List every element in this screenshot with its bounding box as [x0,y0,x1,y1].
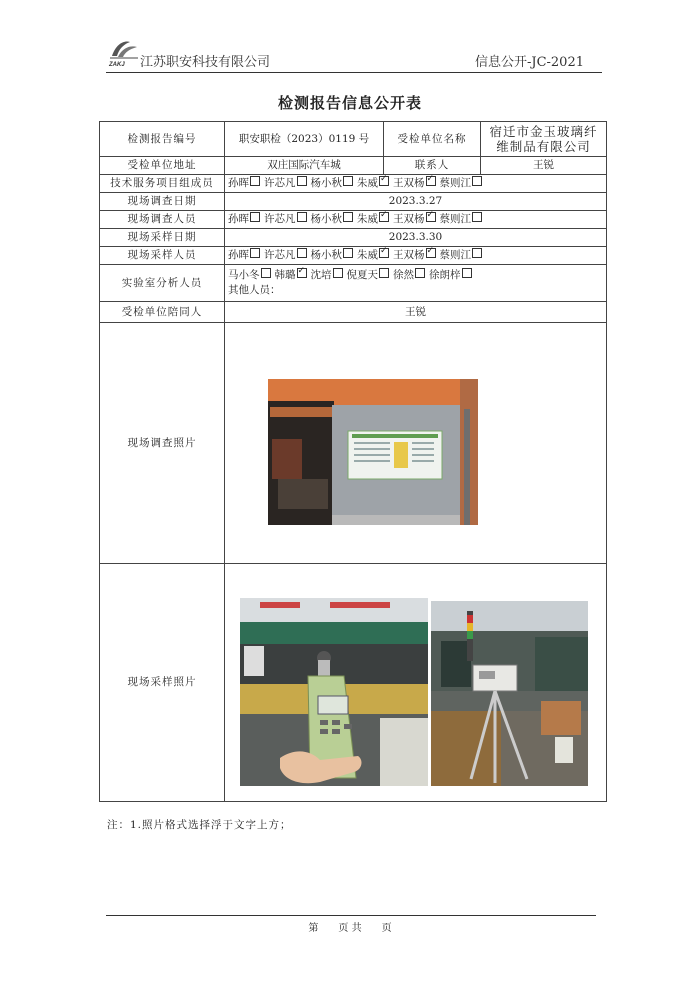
person-name: 朱威 [357,249,378,261]
sampling-photo-right [431,601,588,786]
checkbox-icon[interactable] [343,176,353,186]
row-lab [100,265,607,302]
checkbox-icon[interactable] [415,268,425,278]
checked-box-icon[interactable] [426,248,436,258]
company-logo-icon [106,36,142,68]
row-report-no [100,122,607,157]
person-name: 徐然 [393,269,414,281]
person-name: 沈培 [310,269,332,281]
survey-photo-label: 现场调查照片 [100,323,225,564]
checkbox-icon[interactable] [297,212,307,222]
person-name: 韩璐 [274,269,296,281]
lab-cell [225,265,607,302]
checkbox-icon[interactable] [297,176,307,186]
survey-date-value: 2023.3.27 [225,193,607,211]
sampling-staff-checklist [225,247,607,265]
checkbox-icon[interactable] [333,268,343,278]
row-escort [100,302,607,323]
page-number: 第 页 共 页 [308,923,392,934]
person-name: 许芯凡 [264,213,296,225]
person-name: 蔡则江 [439,249,471,261]
sampling-date-label: 现场采样日期 [100,229,225,247]
person-name: 朱威 [357,213,378,225]
team-checklist [225,175,607,193]
air-sampler-tripod-photo [431,601,588,786]
contact-value: 王锐 [481,157,607,175]
person-name: 许芯凡 [264,249,296,261]
lab-others-label: 其他人员： [228,284,281,296]
checkbox-icon[interactable] [462,268,472,278]
lab-checklist [228,268,603,283]
person-name: 王双杨 [393,249,425,261]
footnote: 注：1.照片格式选择浮于文字上方； [107,819,292,831]
checkbox-icon[interactable] [472,248,482,258]
checked-box-icon[interactable] [379,212,389,222]
row-sampling-staff [100,247,607,265]
address-label: 受检单位地址 [100,157,225,175]
sampling-staff-label: 现场采样人员 [100,247,225,265]
unit-name-value: 宿迁市金玉玻璃纤维制品有限公司 [481,122,607,157]
document-code: 信息公开-JC-2021 [474,55,584,70]
person-name: 杨小秋 [310,213,342,225]
address-value: 双庄国际汽车城 [225,157,384,175]
sampling-photo-left [240,598,428,786]
survey-photo-image [268,379,478,525]
survey-staff-label: 现场调查人员 [100,211,225,229]
checkbox-icon[interactable] [472,212,482,222]
sampling-date-value: 2023.3.30 [225,229,607,247]
person-name: 徐朗梓 [429,269,461,281]
person-name: 马小冬 [228,269,260,281]
checked-box-icon[interactable] [297,268,307,278]
person-name: 蔡则江 [439,213,471,225]
row-survey-date [100,193,607,211]
company-name: 江苏职安科技有限公司 [140,55,271,70]
person-name: 蔡则江 [439,177,471,189]
escort-label: 受检单位陪同人 [100,302,225,323]
checkbox-icon[interactable] [297,248,307,258]
checkbox-icon[interactable] [343,212,353,222]
checkbox-icon[interactable] [250,176,260,186]
person-name: 孙晖 [228,213,249,225]
checked-box-icon[interactable] [426,212,436,222]
contact-label: 联系人 [384,157,481,175]
checkbox-icon[interactable] [250,248,260,258]
checked-box-icon[interactable] [426,176,436,186]
sound-level-meter-photo [240,598,428,786]
unit-name-label: 受检单位名称 [384,122,481,157]
person-name: 许芯凡 [264,177,296,189]
footer-divider [106,915,596,916]
row-survey-staff [100,211,607,229]
person-name: 王双杨 [393,213,425,225]
survey-staff-checklist [225,211,607,229]
checked-box-icon[interactable] [379,248,389,258]
person-name: 杨小秋 [310,177,342,189]
sampling-photo-label: 现场采样照片 [100,564,225,802]
row-team [100,175,607,193]
row-address [100,157,607,175]
report-no-label: 检测报告编号 [100,122,225,157]
checkbox-icon[interactable] [379,268,389,278]
survey-date-label: 现场调查日期 [100,193,225,211]
svg-text:ZAKJ: ZAKJ [109,62,125,68]
person-name: 杨小秋 [310,249,342,261]
team-label: 技术服务项目组成员 [100,175,225,193]
checkbox-icon[interactable] [343,248,353,258]
page-title: 检测报告信息公开表 [277,94,422,112]
row-sampling-date [100,229,607,247]
escort-value: 王锐 [225,302,607,323]
checkbox-icon[interactable] [261,268,271,278]
survey-photo [268,379,478,525]
person-name: 孙晖 [228,249,249,261]
person-name: 王双杨 [393,177,425,189]
person-name: 倪夏天 [346,269,378,281]
checked-box-icon[interactable] [379,176,389,186]
checkbox-icon[interactable] [250,212,260,222]
report-no-value: 职安职检（2023）0119 号 [225,122,384,157]
lab-label: 实验室分析人员 [100,265,225,302]
page-header [106,36,602,73]
person-name: 孙晖 [228,177,249,189]
checkbox-icon[interactable] [472,176,482,186]
person-name: 朱威 [357,177,378,189]
